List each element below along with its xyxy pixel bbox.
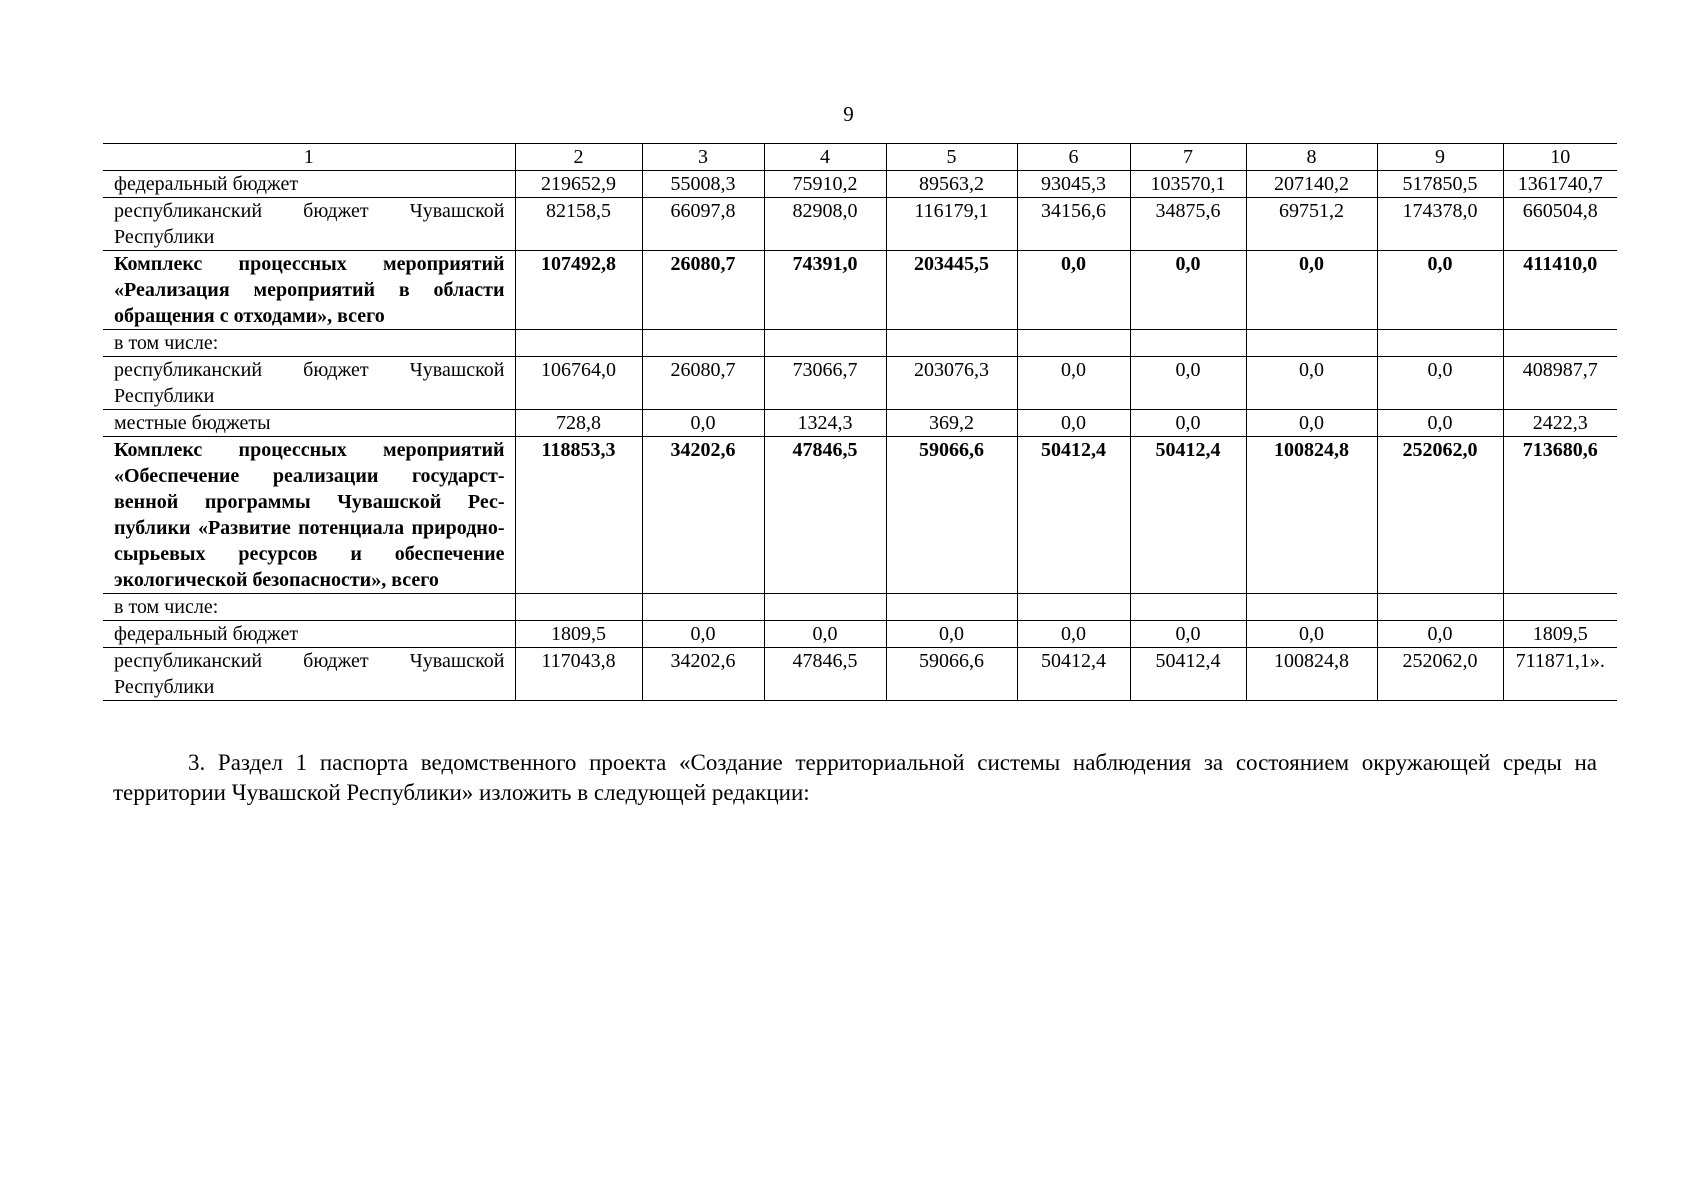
table-cell <box>764 330 886 357</box>
table-cell: 100824,8 <box>1246 648 1377 701</box>
table-cell: 0,0 <box>1377 410 1503 437</box>
table-cell: 69751,2 <box>1246 198 1377 251</box>
table-row <box>103 198 1617 251</box>
table-cell <box>1503 594 1617 621</box>
table-cell: 0,0 <box>1130 621 1246 648</box>
table-cell: 0,0 <box>1017 410 1130 437</box>
table-cell: 660504,8 <box>1503 198 1617 251</box>
column-header: 4 <box>764 144 886 171</box>
table-row <box>103 330 1617 357</box>
row-label: в том числе: <box>103 330 515 357</box>
table-cell: 0,0 <box>1017 357 1130 410</box>
table-cell <box>1246 330 1377 357</box>
table-cell: 59066,6 <box>886 437 1017 594</box>
row-label: в том числе: <box>103 594 515 621</box>
table-cell: 0,0 <box>764 621 886 648</box>
table-cell: 50412,4 <box>1130 648 1246 701</box>
column-header: 2 <box>515 144 642 171</box>
table-cell: 1324,3 <box>764 410 886 437</box>
table-cell <box>642 594 764 621</box>
table-cell: 2422,3 <box>1503 410 1617 437</box>
body-paragraph: 3. Раздел 1 паспорта ведомственного проекта «Создание территориальной системы наблюдения за состоянием окружающей среды на территории Чувашской Республики» изложить в следующей редакции: <box>113 750 1597 805</box>
table-row <box>103 621 1617 648</box>
column-header: 9 <box>1377 144 1503 171</box>
table-cell <box>886 330 1017 357</box>
table-cell <box>1377 594 1503 621</box>
table-cell: 0,0 <box>642 621 764 648</box>
table-cell <box>764 594 886 621</box>
table-cell: 59066,6 <box>886 648 1017 701</box>
table-cell: 0,0 <box>1017 251 1130 330</box>
row-label: федеральный бюджет <box>103 621 515 648</box>
table-cell <box>1130 594 1246 621</box>
page-number: 9 <box>843 102 854 126</box>
table-cell: 207140,2 <box>1246 171 1377 198</box>
table-cell <box>515 594 642 621</box>
table-cell <box>515 330 642 357</box>
table-cell: 50412,4 <box>1130 437 1246 594</box>
budget-table <box>103 143 1617 701</box>
table-cell: 34202,6 <box>642 648 764 701</box>
table-cell: 369,2 <box>886 410 1017 437</box>
table-cell: 0,0 <box>1130 251 1246 330</box>
table-cell: 26080,7 <box>642 357 764 410</box>
table-cell: 55008,3 <box>642 171 764 198</box>
table-cell: 0,0 <box>1017 621 1130 648</box>
table-cell: 728,8 <box>515 410 642 437</box>
table-cell: 711871,1». <box>1503 648 1617 701</box>
column-header: 7 <box>1130 144 1246 171</box>
table-cell: 0,0 <box>1130 410 1246 437</box>
table-cell: 0,0 <box>1246 251 1377 330</box>
table-cell: 50412,4 <box>1017 437 1130 594</box>
table-row <box>103 171 1617 198</box>
table-cell: 118853,3 <box>515 437 642 594</box>
table-cell: 1809,5 <box>1503 621 1617 648</box>
table-row <box>103 357 1617 410</box>
table-cell: 0,0 <box>1130 357 1246 410</box>
table-cell: 411410,0 <box>1503 251 1617 330</box>
table-cell: 1361740,7 <box>1503 171 1617 198</box>
table-row <box>103 437 1617 594</box>
table-cell <box>642 330 764 357</box>
table-row <box>103 251 1617 330</box>
table-row <box>103 648 1617 701</box>
table-cell: 0,0 <box>1377 251 1503 330</box>
table-cell: 75910,2 <box>764 171 886 198</box>
column-header: 10 <box>1503 144 1617 171</box>
row-label: республиканский бюджет Чувашской Республики <box>103 648 515 701</box>
table-cell <box>1017 594 1130 621</box>
row-label: республиканский бюджет Чувашской Республики <box>103 357 515 410</box>
table-cell <box>1246 594 1377 621</box>
table-cell: 517850,5 <box>1377 171 1503 198</box>
row-label: Комплекс процессных мероприятий «Обеспечение реализации государственной программы Чувашской Республики «Развитие потенциала природно-сырьевых ресурсов и обеспечение экологической безопасности», всего <box>103 437 515 594</box>
table-cell: 106764,0 <box>515 357 642 410</box>
table-cell: 103570,1 <box>1130 171 1246 198</box>
table-cell <box>1017 330 1130 357</box>
table-cell: 0,0 <box>642 410 764 437</box>
table-cell: 47846,5 <box>764 648 886 701</box>
row-label: местные бюджеты <box>103 410 515 437</box>
table-header-row <box>103 144 1617 171</box>
table-cell: 203076,3 <box>886 357 1017 410</box>
table-cell: 26080,7 <box>642 251 764 330</box>
table-cell <box>1377 330 1503 357</box>
row-label: Комплекс процессных мероприятий «Реализация мероприятий в области обращения с отходами», всего <box>103 251 515 330</box>
row-label: республиканский бюджет Чувашской Республики <box>103 198 515 251</box>
table-cell: 713680,6 <box>1503 437 1617 594</box>
table-cell: 408987,7 <box>1503 357 1617 410</box>
row-label: федеральный бюджет <box>103 171 515 198</box>
table-cell: 174378,0 <box>1377 198 1503 251</box>
table-cell: 117043,8 <box>515 648 642 701</box>
table-cell: 82908,0 <box>764 198 886 251</box>
table-cell: 252062,0 <box>1377 437 1503 594</box>
table-cell: 73066,7 <box>764 357 886 410</box>
table-cell: 47846,5 <box>764 437 886 594</box>
table-body <box>103 171 1617 701</box>
column-header: 5 <box>886 144 1017 171</box>
column-header: 6 <box>1017 144 1130 171</box>
table-cell: 34156,6 <box>1017 198 1130 251</box>
table-cell: 116179,1 <box>886 198 1017 251</box>
table-cell: 93045,3 <box>1017 171 1130 198</box>
table-cell: 252062,0 <box>1377 648 1503 701</box>
table-cell: 219652,9 <box>515 171 642 198</box>
column-header: 3 <box>642 144 764 171</box>
table-cell: 0,0 <box>1377 357 1503 410</box>
table-cell <box>886 594 1017 621</box>
table-cell <box>1503 330 1617 357</box>
table-cell: 0,0 <box>1377 621 1503 648</box>
table-row <box>103 594 1617 621</box>
table-cell: 66097,8 <box>642 198 764 251</box>
table-cell: 107492,8 <box>515 251 642 330</box>
table-cell: 82158,5 <box>515 198 642 251</box>
table-cell: 203445,5 <box>886 251 1017 330</box>
table-cell: 0,0 <box>886 621 1017 648</box>
table-cell <box>1130 330 1246 357</box>
table-cell: 0,0 <box>1246 357 1377 410</box>
table-cell: 34202,6 <box>642 437 764 594</box>
table-cell: 1809,5 <box>515 621 642 648</box>
table-cell: 0,0 <box>1246 410 1377 437</box>
table-cell: 89563,2 <box>886 171 1017 198</box>
table-cell: 74391,0 <box>764 251 886 330</box>
table-cell: 50412,4 <box>1017 648 1130 701</box>
table-row <box>103 410 1617 437</box>
table-cell: 0,0 <box>1246 621 1377 648</box>
table-cell: 34875,6 <box>1130 198 1246 251</box>
column-header: 8 <box>1246 144 1377 171</box>
table-cell: 100824,8 <box>1246 437 1377 594</box>
column-header: 1 <box>103 144 515 171</box>
